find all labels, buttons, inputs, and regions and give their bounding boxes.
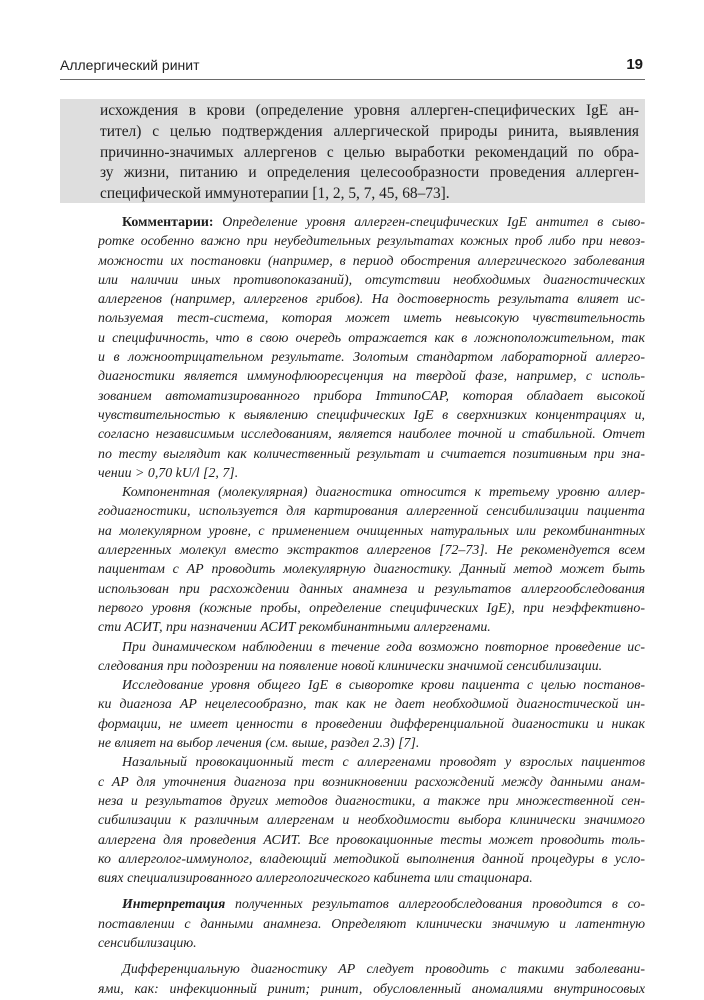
text-line: поставлении с данными анамнеза. Определяют клинически значимую и латентную [98, 916, 645, 932]
text-span: полученных результатов аллергообследования проводится в со- [225, 897, 645, 913]
text-line: аллергенных молекул вместо экстрактов аллергенов [72–73]. Не рекомендуется всем [98, 543, 645, 559]
component-diagnostics-paragraph [98, 483, 645, 637]
text-line: или наличии иных противопоказаний), отсутствии необходимых диагностических [98, 272, 645, 288]
text-line: и в ложноотрицательном результате. Золотым стандартом лабораторной аллерго- [98, 350, 645, 366]
text-span: Определение уровня аллерген-специфических IgE антител в сыво- [222, 215, 645, 230]
text-line: пользуемая тест-система, которая может иметь невысокую чувствительность [98, 311, 645, 327]
text-line: использован при расхождении данных анамнеза и результатов аллергообследования [98, 581, 645, 597]
dynamic-observation-paragraph [98, 638, 645, 677]
total-ige-paragraph [98, 676, 645, 753]
comments-paragraph [98, 213, 645, 483]
text-line: не влияет на выбор лечения (см. выше, раздел 2.3) [7]. [98, 736, 420, 752]
text-line: по тесту выглядит как количественный результат и считается позитивным при зна- [98, 446, 645, 462]
text-line: ки диагноза АР нецелесообразно, так как не дает необходимой диагностической ин- [98, 697, 645, 713]
text-line: неза и результатов других методов диагностики, а также при множественной сен- [98, 793, 645, 809]
rec-line: зу жизни, питанию и определения целесообразности проведения аллерген- [100, 164, 639, 182]
text-line: на молекулярном уровне, с применением очищенных натуральных или рекомбинантных [98, 523, 645, 539]
text-line: чении > 0,70 kU/l [2, 7]. [98, 465, 239, 481]
comments-label: Комментарии: [122, 215, 214, 230]
text-line: сти АСИТ, при назначении АСИТ рекомбинантными аллергенами. [98, 620, 491, 636]
interpretation-label: Интерпретация [122, 897, 226, 913]
rec-line: тител) с целью подтверждения аллергической природы ринита, выявления [100, 122, 639, 140]
text-line: согласно независимым исследованиям, является наиболее точной и стабильной. Отчет [98, 427, 645, 443]
text-line: сибилизации к различным аллергенам и необходимости выбора клинически значимого [98, 813, 645, 829]
text-line: ко аллерголог-иммунолог, владеющий методикой выполнения данной процедуры в усло- [98, 851, 645, 867]
text-line: ротке особенно важно при неубедительных результатах кожных проб либо при невоз- [98, 234, 645, 250]
text-line: Исследование уровня общего IgE в сыворотке крови пациента с целью постанов- [122, 678, 645, 694]
rec-line: специфической иммунотерапии [1, 2, 5, 7, 45, 68–73]. [100, 185, 450, 203]
text-line: аллергенов (например, аллергенов грибов). На достоверность результата влияет ис- [98, 292, 645, 308]
text-line: и специфичность, что в свою очередь отражается как в ложноположительном, так [98, 330, 645, 346]
text-line: виях специализированного аллергологического кабинета или стационара. [98, 871, 533, 887]
provocation-test-paragraph [98, 753, 645, 888]
text-line: следования при подозрении на появление новой клинически значимой сенсибилизации. [98, 658, 603, 674]
text-line: пациентам с АР проводить молекулярную диагностику. Данный метод может быть [98, 562, 645, 578]
text-line: Назальный провокационный тест с аллергенами проводят у взрослых пациентов [122, 755, 645, 771]
text-line: чувствительностью к выявлению специфических IgE в сверхнизких концентрациях и, [98, 407, 645, 423]
differential-paragraph [98, 960, 645, 999]
text-line: Дифференциальную диагностику АР следует проводить с такими заболевани- [122, 962, 645, 978]
text-line: зованием автоматизированного прибора ImmunoCAP, которая обладает высокой [98, 388, 645, 404]
text-line: формации, не имеет ценности в проведении дифференциальной диагностики и никак [98, 716, 645, 732]
text-line: ями, как: инфекционный ринит; ринит, обусловленный аномалиями внутриносовых [98, 981, 645, 997]
recommendation-box [60, 99, 645, 203]
text-line: Компонентная (молекулярная) диагностика относится к третьему уровню аллер- [122, 485, 645, 501]
text-line [98, 213, 645, 232]
text-line [98, 895, 645, 914]
running-header [60, 55, 645, 80]
text-line: аллергена для проведения АСИТ. Все провокационные тесты может проводить толь- [98, 832, 645, 848]
body-text [98, 213, 645, 999]
text-line: можности их постановки (например, в период обострения аллергического заболевания [98, 253, 645, 269]
header-title: Аллергический ринит [60, 57, 200, 73]
rec-line: исхождения в крови (определение уровня аллерген-специфических IgE ан- [100, 102, 639, 119]
text-line: годиагностики, используется для картирования аллергенной сенсибилизации пациента [98, 504, 645, 520]
text-line: первого уровня (кожные пробы, определение специфических IgE), при неэффективно- [98, 600, 645, 616]
text-line: сенсибилизацию. [98, 935, 197, 951]
text-line: При динамическом наблюдении в течение года возможно повторное проведение ис- [122, 639, 645, 655]
rec-line: причинно-значимых аллергенов с целью выработки рекомендаций по обра- [100, 143, 639, 161]
text-line: с АР для уточнения диагноза при возникновении расхождений между данными анам- [98, 774, 645, 790]
page-number: 19 [626, 56, 643, 73]
text-line: диагностики является иммунофлюоресценция на твердой фазе, например, с исполь- [98, 369, 645, 385]
interpretation-paragraph [98, 895, 645, 953]
